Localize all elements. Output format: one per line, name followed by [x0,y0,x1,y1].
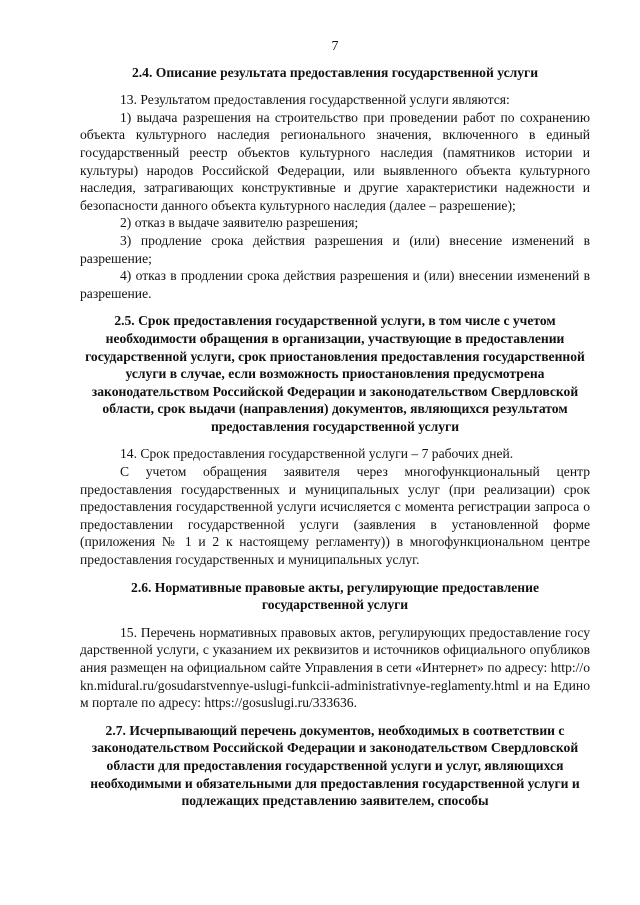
section-2-7 [80,722,590,810]
paragraph: 2) отказ в выдаче заявителю разрешения; [120,215,359,231]
paragraph: 3) продление срока действия разрешения и (или) внесение изменений в разрешение; [80,232,590,266]
paragraph: 14. Срок предоставления государственной услуги – 7 рабочих дней. [120,446,514,462]
paragraph: 13. Результатом предоставления государственной услуги являются: [120,92,510,108]
section-2-5 [80,312,590,568]
section-heading: 2.7. Исчерпывающий перечень документов, необходимых в соответствии с законодательством Российской Федерации и законодательством Свердловской области для предоставления государственной услуги и услуг, являющихся необходимыми и обязательными для предоставления государственной услуги и подлежащих представлению заявителем, способы [90,722,580,809]
paragraph: 15. Перечень нормативных правовых актов, регулирующих предоставление государственной услуги, с указанием их реквизитов и источников официального опубликования размещен на официальном сайте Управления в сети «Интернет» по адресу: http://okn.midural.ru/gosudarstvennye-uslugi-funkcii-administrativnye-reglamenty.html и на Едином портале по адресу: https://gosuslugi.ru/333636. [80,624,590,711]
section-heading: 2.6. Нормативные правовые акты, регулирующие предоставление государственной услуги [131,579,539,613]
section-heading: 2.5. Срок предоставления государственной услуги, в том числе с учетом необходимости обращения в организации, участвующие в предоставлении государственной услуги, срок приостановления предоставления государственной услуги в случае, если возможность приостановления предусмотрена законодательством Российской Федерации и законодательством Свердловской области, срок выдачи (направления) документов, являющихся результатом предоставления государственной услуги [85,313,585,434]
page-number: 7 [331,39,339,54]
section-2-4 [80,64,590,303]
paragraph: 4) отказ в продлении срока действия разрешения и (или) внесении изменений в разрешение. [80,268,590,301]
paragraph: С учетом обращения заявителя через многофункциональный центр предоставления государственных и муниципальных услуг (при реализации) срок предоставления государственной услуги исчисляется с момента регистрации запроса о предоставлении государственной услуги (заявления в установленной форме (приложения № 1 и 2 к настоящему регламенту)) в многофункциональном центре предоставления государственных и муниципальных услуг. [80,464,590,568]
section-2-6 [80,579,590,712]
paragraph: 1) выдача разрешения на строительство при проведении работ по сохранению объекта культурного наследия регионального значения, включенного в единый государственный реестр объектов культурного наследия (памятников истории и культуры) народов Российской Федерации, или выявленного объекта культурного наследия, затрагивающих конструктивные и другие характеристики надежности и безопасности данного объекта культурного наследия (далее – разрешение); [80,109,590,213]
section-heading: 2.4. Описание результата предоставления государственной услуги [131,64,539,80]
